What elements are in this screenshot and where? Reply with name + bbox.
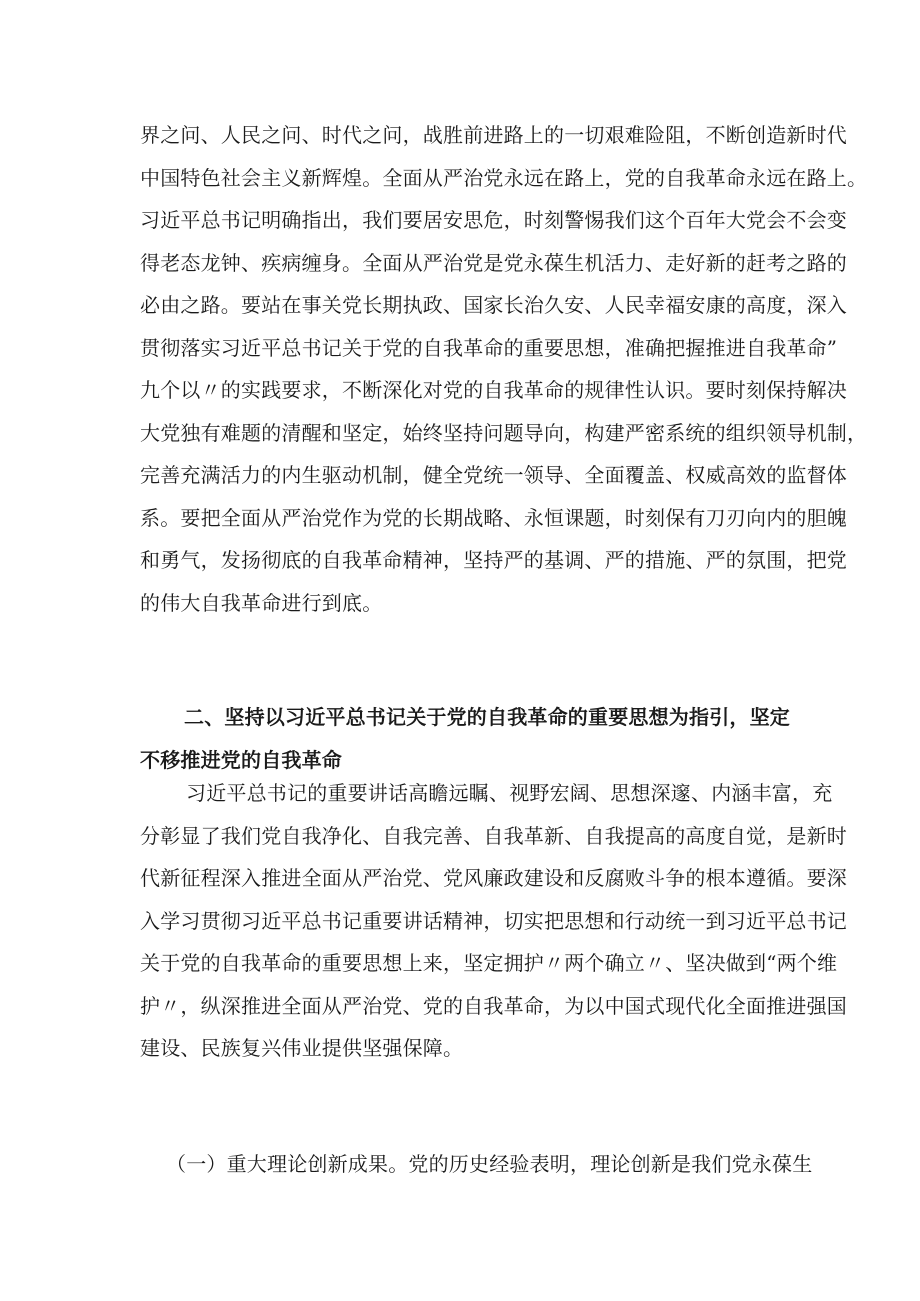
paragraph-line: 分彰显了我们党自我净化、自我完善、自我革新、自我提高的高度自觉，是新时 — [140, 823, 847, 848]
paragraph-line: 贯彻落实习近平总书记关于党的自我革命的重要思想，准确把握推进自我革命” — [140, 335, 838, 360]
section-heading — [140, 696, 790, 781]
paragraph-line: 中国特色社会主义新辉煌。全面从严治党永远在路上，党的自我革命永远在路上。 — [140, 165, 868, 190]
paragraph-line: 建设、民族复兴伟业提供坚强保障。 — [140, 1036, 464, 1060]
heading-line: 不移推进党的自我革命 — [140, 747, 342, 772]
paragraph-line: 入学习贯彻习近平总书记重要讲话精神，切实把思想和行动统一到习近平总书记 — [140, 908, 847, 933]
paragraph-continuation — [140, 114, 868, 624]
paragraph-line: 的伟大自我革命进行到底。 — [140, 590, 383, 615]
paragraph-line: 完善充满活力的内生驱动机制，健全党统一领导、全面覆盖、权威高效的监督体 — [140, 463, 847, 487]
paragraph-line: 九个以〃的实践要求，不断深化对党的自我革命的规律性认识。要时刻保持解决 — [140, 378, 847, 402]
paragraph — [140, 1143, 813, 1186]
paragraph-line: 习近平总书记明确指出，我们要居安思危，时刻警惕我们这个百年大党会不会变 — [140, 208, 847, 232]
paragraph-line: 习近平总书记的重要讲话高瞻远瞩、视野宏阔、思想深邃、内涵丰富，充 — [186, 781, 833, 805]
paragraph-line: 关于党的自我革命的重要思想上来，坚定拥护〃两个确立〃、坚决做到“两个维 — [140, 951, 838, 975]
paragraph-line: 护〃，纵深推进全面从严治党、党的自我革命，为以中国式现代化全面推进强国 — [140, 993, 847, 1018]
paragraph-line: 系。要把全面从严治党作为党的长期战略、永恒课题，时刻保有刀刃向内的胆魄 — [140, 505, 847, 530]
paragraph-line: 大党独有难题的清醒和坚定，始终坚持问题导向，构建严密系统的组织领导机制， — [140, 420, 868, 445]
paragraph-line: 界之问、人民之问、时代之问，战胜前进路上的一切艰难险阻，不断创造新时代 — [140, 123, 847, 147]
paragraph-line: 和勇气，发扬彻底的自我革命精神，坚持严的基调、严的措施、严的氛围，把党 — [140, 548, 847, 572]
paragraph-line: 代新征程深入推进全面从严治党、党风廉政建设和反腐败斗争的根本遵循。要深 — [140, 866, 847, 890]
heading-line: 二、坚持以习近平总书记关于党的自我革命的重要思想为指引，坚定 — [184, 705, 790, 729]
paragraph-line: 必由之路。要站在事关党长期执政、国家长治久安、人民幸福安康的高度，深入 — [140, 293, 847, 317]
paragraph — [140, 772, 847, 1070]
paragraph-line: 得老态龙钟、疾病缠身。全面从严治党是党永葆生机活力、走好新的赶考之路的 — [140, 250, 847, 275]
paragraph-line: （一）重大理论创新成果。党的历史经验表明，理论创新是我们党永葆生 — [166, 1152, 813, 1176]
